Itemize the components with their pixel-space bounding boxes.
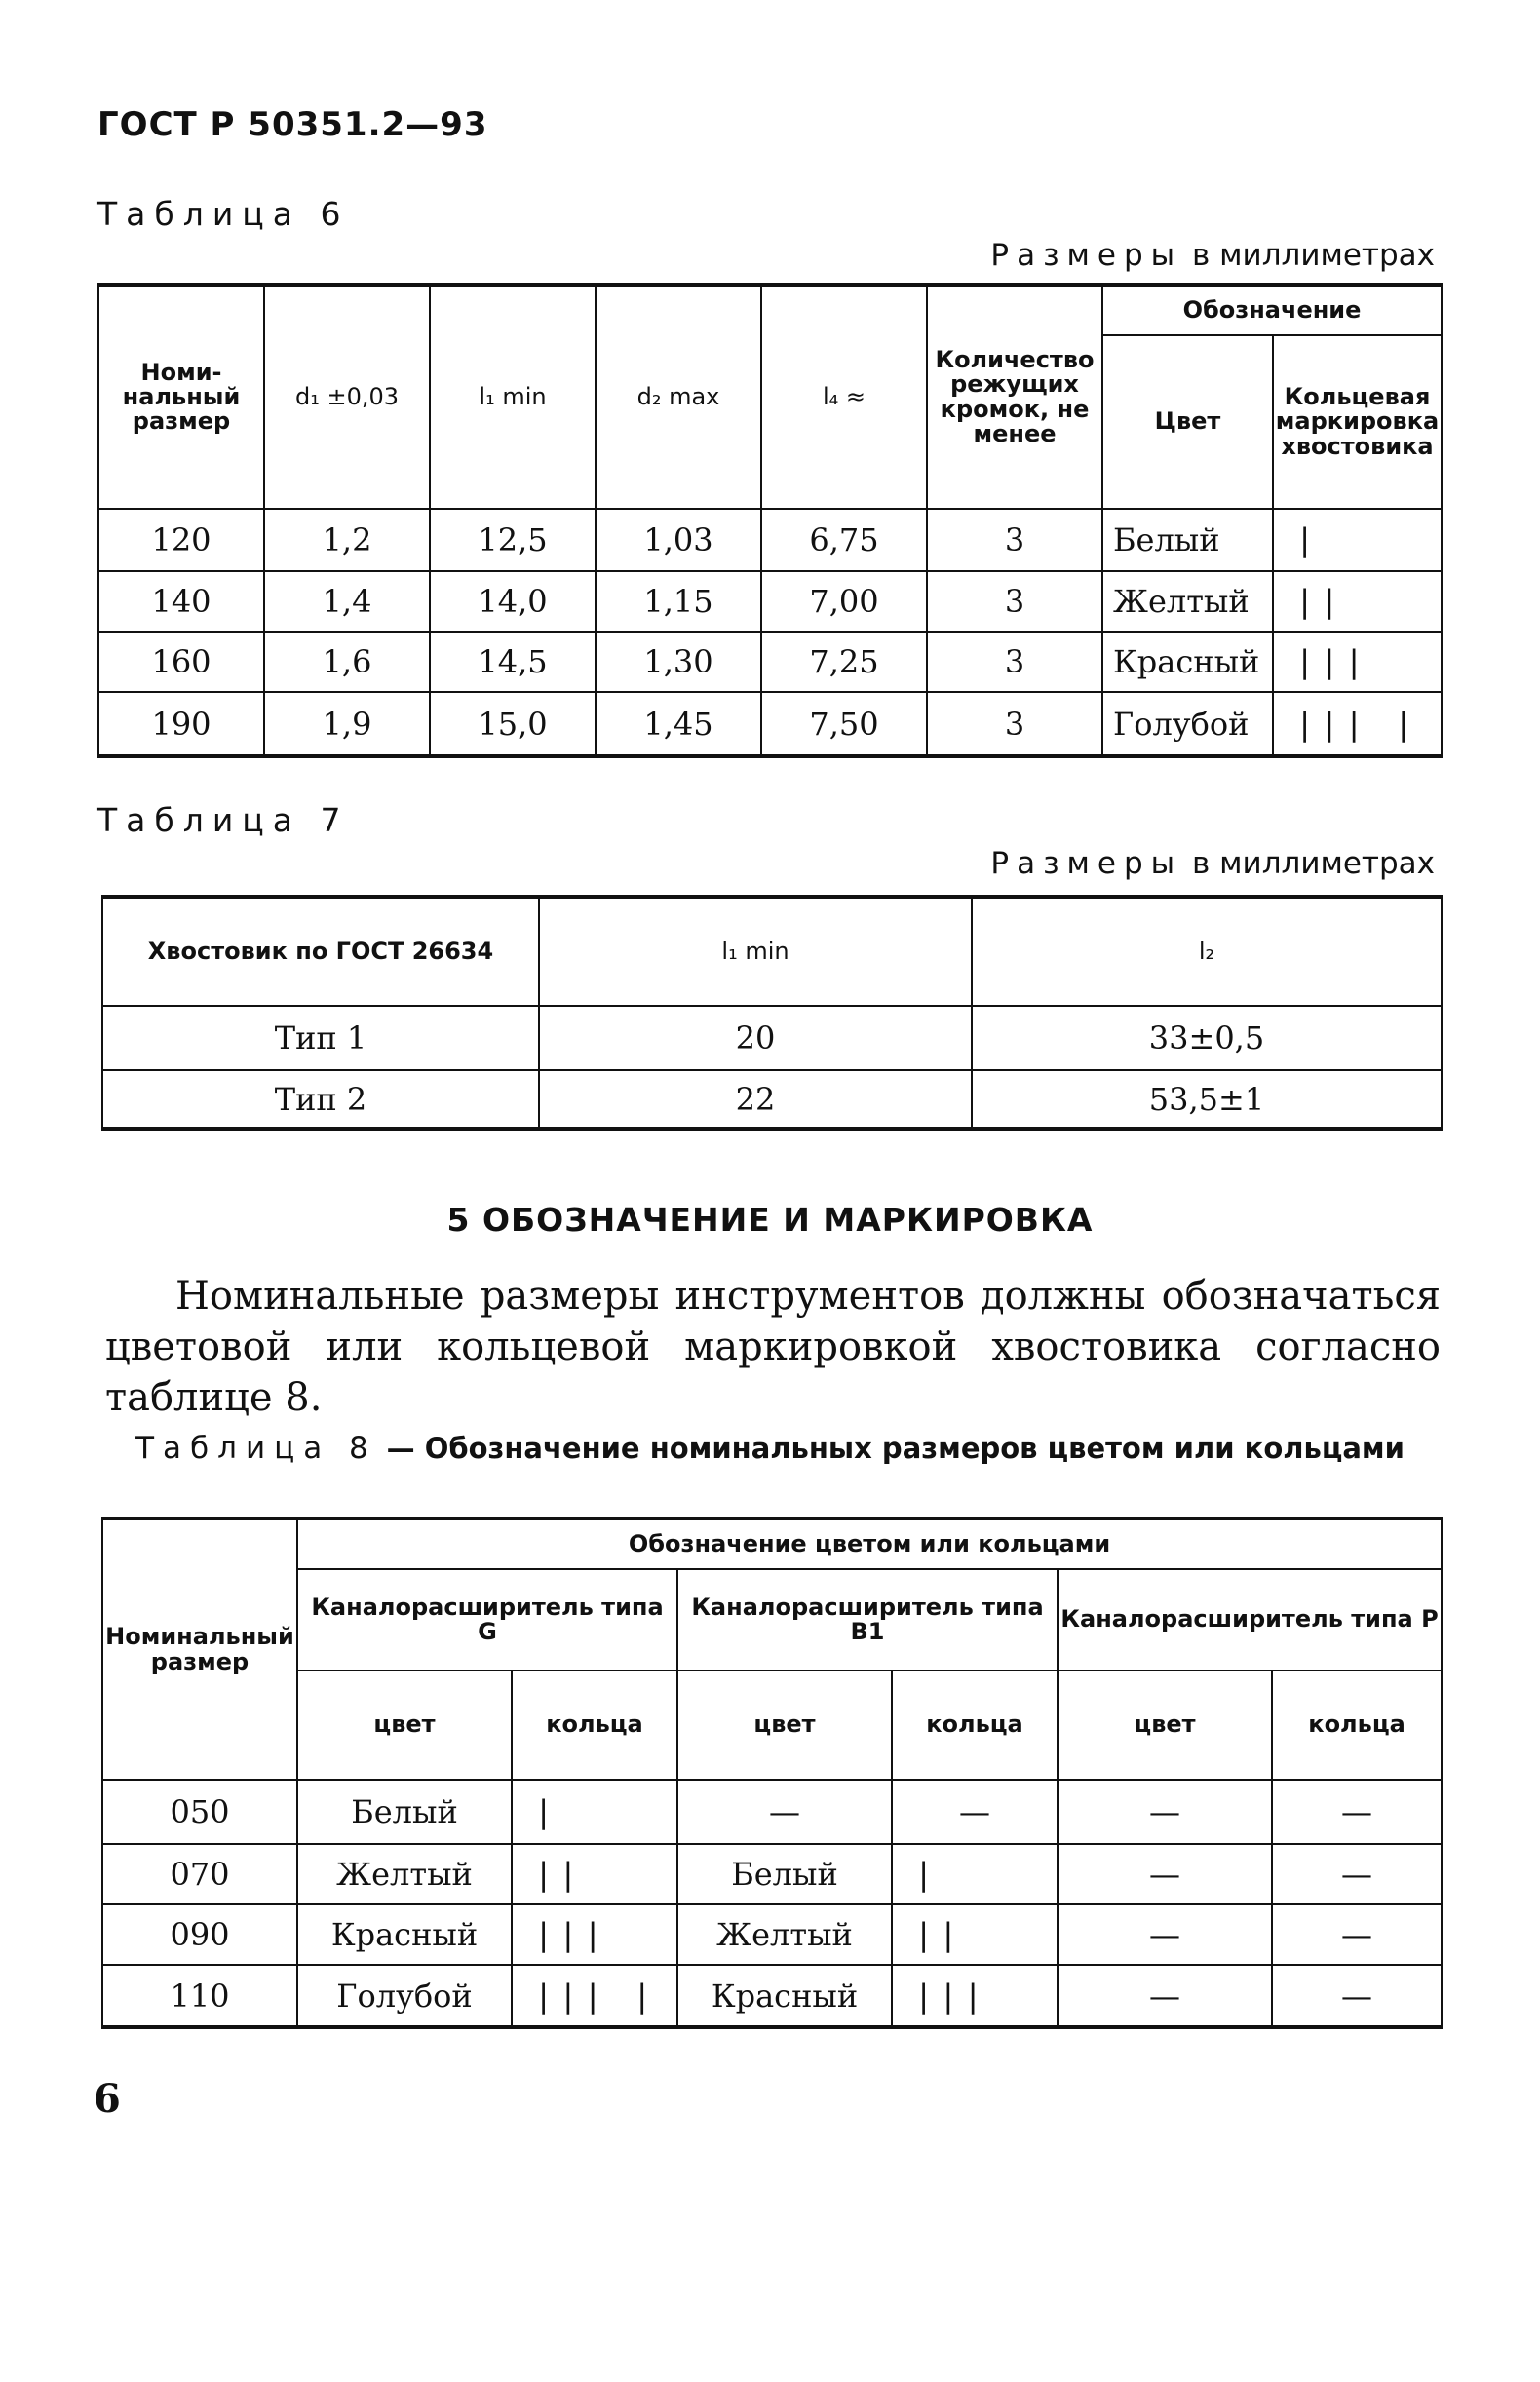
- cell-nominal: 190: [98, 692, 264, 756]
- cell-edges: 3: [927, 692, 1102, 756]
- cell-l1: 20: [539, 1006, 972, 1070]
- col-type-p-header: Каналорасширитель типа P: [1058, 1569, 1442, 1671]
- cell-b1-color: —: [677, 1780, 892, 1844]
- cell-l4: 7,00: [761, 571, 927, 632]
- cell-d1: 1,6: [264, 632, 430, 692]
- cell-b1-rings: |||: [892, 1965, 1058, 2027]
- table-row: [102, 1965, 1442, 2027]
- cell-p-rings: —: [1272, 1904, 1442, 1965]
- col-p-color-header: цвет: [1058, 1671, 1272, 1780]
- cell-color: Голубой: [1102, 692, 1273, 756]
- col-g-color-header: цвет: [297, 1671, 512, 1780]
- cell-ring: ||| |: [1273, 692, 1442, 756]
- table8-caption-prefix: Таблица 8: [135, 1431, 377, 1466]
- col-l1-header: l₁ min: [430, 285, 596, 509]
- col-edges-header: Количество режущих кромок, не менее: [927, 285, 1102, 509]
- table7-caption: Таблица 7: [97, 801, 350, 839]
- cell-ring: ||: [1273, 571, 1442, 632]
- table-row: [98, 571, 1442, 632]
- table-row: [102, 1904, 1442, 1965]
- table6-caption: Таблица 6: [97, 195, 350, 233]
- col-group-header: Обозначение цветом или кольцами: [297, 1518, 1442, 1569]
- col-d2-header: d₂ max: [596, 285, 761, 509]
- cell-g-color: Голубой: [297, 1965, 512, 2027]
- col-type-b1-header: Каналорасширитель типа B1: [677, 1569, 1058, 1671]
- table-row: [102, 1780, 1442, 1844]
- cell-nominal: 110: [102, 1965, 297, 2027]
- cell-color: Желтый: [1102, 571, 1273, 632]
- table8-caption: [0, 1425, 1540, 1472]
- cell-p-rings: —: [1272, 1844, 1442, 1904]
- cell-l1: 14,5: [430, 632, 596, 692]
- section-title: 5 ОБОЗНАЧЕНИЕ И МАРКИРОВКА: [446, 1201, 1094, 1239]
- table-row: [98, 692, 1442, 756]
- col-designation-header: Обозначение: [1102, 285, 1442, 335]
- table-row: [102, 1006, 1442, 1070]
- cell-shank: Тип 2: [102, 1070, 539, 1129]
- cell-nominal: 070: [102, 1844, 297, 1904]
- cell-g-color: Красный: [297, 1904, 512, 1965]
- cell-b1-color: Желтый: [677, 1904, 892, 1965]
- cell-shank: Тип 1: [102, 1006, 539, 1070]
- table-row: [102, 1070, 1442, 1129]
- cell-b1-rings: ||: [892, 1904, 1058, 1965]
- cell-nominal: 140: [98, 571, 264, 632]
- table7-units: [990, 846, 1435, 881]
- cell-nominal: 120: [98, 509, 264, 571]
- table6: [97, 283, 1443, 758]
- cell-l2: 33±0,5: [972, 1006, 1442, 1070]
- units-prefix: Размеры: [990, 238, 1183, 273]
- table8-caption-title: — Обозначение номинальных размеров цветом или кольцами: [386, 1432, 1405, 1465]
- col-b1-rings-header: кольца: [892, 1671, 1058, 1780]
- cell-color: Белый: [1102, 509, 1273, 571]
- cell-b1-color: Белый: [677, 1844, 892, 1904]
- units-suffix: в миллиметрах: [1192, 238, 1435, 273]
- cell-nominal: 160: [98, 632, 264, 692]
- cell-l1: 22: [539, 1070, 972, 1129]
- table-row: [98, 632, 1442, 692]
- cell-l4: 7,50: [761, 692, 927, 756]
- cell-p-color: —: [1058, 1965, 1272, 2027]
- cell-nominal: 050: [102, 1780, 297, 1844]
- cell-b1-rings: —: [892, 1780, 1058, 1844]
- cell-l4: 6,75: [761, 509, 927, 571]
- col-nominal-header: Номи-нальный размер: [98, 285, 264, 509]
- table8: [101, 1517, 1443, 2029]
- cell-ring: |: [1273, 509, 1442, 571]
- cell-l2: 53,5±1: [972, 1070, 1442, 1129]
- cell-edges: 3: [927, 632, 1102, 692]
- cell-g-color: Желтый: [297, 1844, 512, 1904]
- cell-l4: 7,25: [761, 632, 927, 692]
- cell-d2: 1,30: [596, 632, 761, 692]
- table7: [101, 895, 1443, 1131]
- paragraph-text: Номинальные размеры инструментов должны обозначаться цветовой или кольцевой маркировкой хвостовика согласно таблице 8.: [105, 1274, 1441, 1420]
- table6-units: [990, 238, 1435, 273]
- cell-p-color: —: [1058, 1844, 1272, 1904]
- cell-l1: 12,5: [430, 509, 596, 571]
- cell-g-rings: ||| |: [512, 1965, 677, 2027]
- col-shank-header: Хвостовик по ГОСТ 26634: [102, 897, 539, 1006]
- section-paragraph: [105, 1271, 1441, 1423]
- col-ring-header: Кольцевая маркировка хвостовика: [1273, 335, 1442, 509]
- cell-d1: 1,9: [264, 692, 430, 756]
- cell-edges: 3: [927, 509, 1102, 571]
- cell-l1: 14,0: [430, 571, 596, 632]
- cell-d1: 1,2: [264, 509, 430, 571]
- cell-p-color: —: [1058, 1780, 1272, 1844]
- cell-g-color: Белый: [297, 1780, 512, 1844]
- cell-nominal: 090: [102, 1904, 297, 1965]
- col-type-g-header: Каналорасширитель типа G: [297, 1569, 677, 1671]
- col-nominal-header: Номинальный размер: [102, 1518, 297, 1780]
- table-row: [98, 509, 1442, 571]
- cell-g-rings: ||: [512, 1844, 677, 1904]
- col-l2-header: l₂: [972, 897, 1442, 1006]
- col-color-header: Цвет: [1102, 335, 1273, 509]
- cell-d2: 1,45: [596, 692, 761, 756]
- cell-d1: 1,4: [264, 571, 430, 632]
- col-b1-color-header: цвет: [677, 1671, 892, 1780]
- cell-b1-rings: |: [892, 1844, 1058, 1904]
- page-number: 6: [94, 2076, 121, 2122]
- table-row: [102, 1844, 1442, 1904]
- col-d1-header: d₁ ±0,03: [264, 285, 430, 509]
- cell-g-rings: |||: [512, 1904, 677, 1965]
- cell-g-rings: |: [512, 1780, 677, 1844]
- col-l1-header: l₁ min: [539, 897, 972, 1006]
- cell-d2: 1,15: [596, 571, 761, 632]
- cell-ring: |||: [1273, 632, 1442, 692]
- units-suffix: в миллиметрах: [1192, 846, 1435, 881]
- cell-color: Красный: [1102, 632, 1273, 692]
- cell-p-color: —: [1058, 1904, 1272, 1965]
- units-prefix: Размеры: [990, 846, 1183, 881]
- cell-p-rings: —: [1272, 1965, 1442, 2027]
- col-l4-header: l₄ ≈: [761, 285, 927, 509]
- cell-edges: 3: [927, 571, 1102, 632]
- document-header: ГОСТ Р 50351.2—93: [97, 105, 488, 144]
- cell-l1: 15,0: [430, 692, 596, 756]
- cell-p-rings: —: [1272, 1780, 1442, 1844]
- col-g-rings-header: кольца: [512, 1671, 677, 1780]
- col-p-rings-header: кольца: [1272, 1671, 1442, 1780]
- cell-b1-color: Красный: [677, 1965, 892, 2027]
- cell-d2: 1,03: [596, 509, 761, 571]
